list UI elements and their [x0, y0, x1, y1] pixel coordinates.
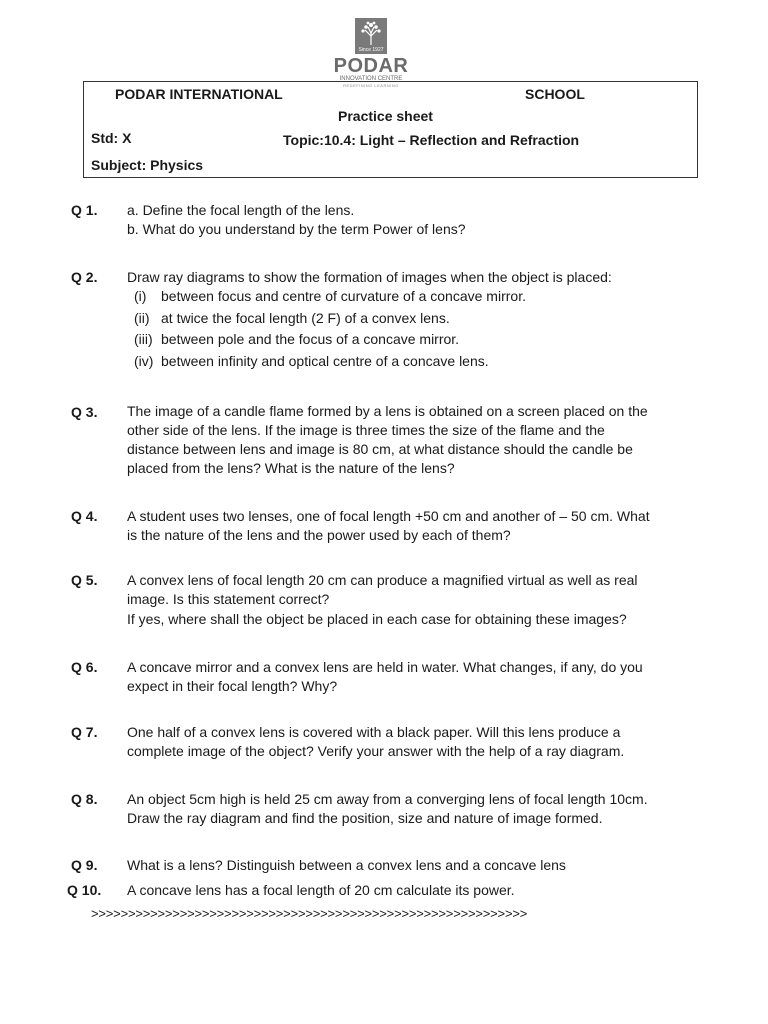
list-item-text: between focus and centre of curvature of a concave mirror. [161, 288, 526, 304]
question-line: expect in their focal length? Why? [127, 678, 338, 694]
question-number: Q 6. [71, 659, 98, 675]
question-line: A student uses two lenses, one of focal length +50 cm and another of – 50 cm. What [127, 508, 650, 524]
podar-logo [329, 18, 413, 88]
question-line: An object 5cm high is held 25 cm away from a converging lens of focal length 10cm. [127, 791, 648, 807]
question-line: A convex lens of focal length 20 cm can produce a magnified virtual as well as real [127, 572, 638, 588]
question-number: Q 10. [67, 882, 102, 898]
subject-label [91, 157, 203, 173]
subject-key: Subject: [91, 157, 147, 173]
question-text: A concave lens has a focal length of 20 cm calculate its power. [127, 882, 515, 898]
std-label: Std: X [91, 130, 132, 146]
question-number: Q 3. [71, 404, 98, 420]
list-item-text: between pole and the focus of a concave mirror. [161, 331, 460, 347]
question-line: A concave mirror and a convex lens are held in water. What changes, if any, do you [127, 659, 643, 675]
question-text: Draw ray diagrams to show the formation of images when the object is placed: [127, 269, 612, 285]
question-text [127, 723, 624, 761]
question-line: Draw the ray diagram and find the position, size and nature of image formed. [127, 810, 603, 826]
tree-icon [355, 18, 387, 54]
list-item-label: (ii) [134, 310, 150, 326]
school-name-right: SCHOOL [525, 86, 585, 102]
question-number: Q 4. [71, 508, 98, 524]
list-item-text: between infinity and optical centre of a concave lens. [161, 353, 489, 369]
question-line: The image of a candle flame formed by a lens is obtained on a screen placed on the [127, 403, 648, 419]
question-number: Q 7. [71, 724, 98, 740]
logo-wordmark: PODAR [333, 55, 409, 77]
list-item-label: (iii) [134, 331, 153, 347]
list-item-label: (iv) [134, 353, 154, 369]
question-number: Q 2. [71, 269, 98, 285]
question-line: If yes, where shall the object be placed in each case for obtaining these images? [127, 611, 627, 627]
question-number: Q 1. [71, 202, 98, 218]
subject-value: Physics [150, 157, 204, 173]
question-text [127, 507, 650, 545]
logo-since: Since 1927 [358, 47, 384, 53]
question-line: placed from the lens? What is the nature of the lens? [127, 460, 455, 476]
question-line: b. What do you understand by the term Power of lens? [127, 221, 466, 237]
question-text [127, 571, 638, 629]
question-text [127, 201, 466, 239]
list-item-text: at twice the focal length (2 F) of a convex lens. [161, 310, 450, 326]
question-number: Q 8. [71, 791, 98, 807]
header-box [83, 81, 698, 178]
question-text: What is a lens? Distinguish between a convex lens and a concave lens [127, 857, 566, 873]
question-text [127, 402, 648, 478]
question-line: complete image of the object? Verify your answer with the help of a ray diagram. [127, 743, 625, 759]
logo-subtitle: INNOVATION CENTRE [339, 76, 403, 82]
question-number: Q 9. [71, 857, 98, 873]
topic-label: Topic:10.4: Light – Reflection and Refraction [283, 132, 580, 148]
question-line: a. Define the focal length of the lens. [127, 202, 355, 218]
end-marker: >>>>>>>>>>>>>>>>>>>>>>>>>>>>>>>>>>>>>>>>>>>>>>>>>>>>>>>>>>> [91, 906, 528, 921]
list-item-label: (i) [134, 288, 147, 304]
question-text [127, 790, 648, 828]
sheet-title: Practice sheet [338, 108, 433, 124]
logo-tagline: REDEFINING LEARNING [343, 83, 399, 88]
question-line: distance between lens and image is 80 cm, at what distance should the candle be [127, 441, 633, 457]
question-text [127, 658, 643, 696]
question-number: Q 5. [71, 572, 98, 588]
question-line: other side of the lens. If the image is three times the size of the flame and the [127, 422, 605, 438]
question-line: is the nature of the lens and the power used by each of them? [127, 527, 511, 543]
school-name-left: PODAR INTERNATIONAL [115, 86, 283, 102]
question-line: image. Is this statement correct? [127, 591, 330, 607]
question-line: One half of a convex lens is covered with a black paper. Will this lens produce a [127, 724, 621, 740]
